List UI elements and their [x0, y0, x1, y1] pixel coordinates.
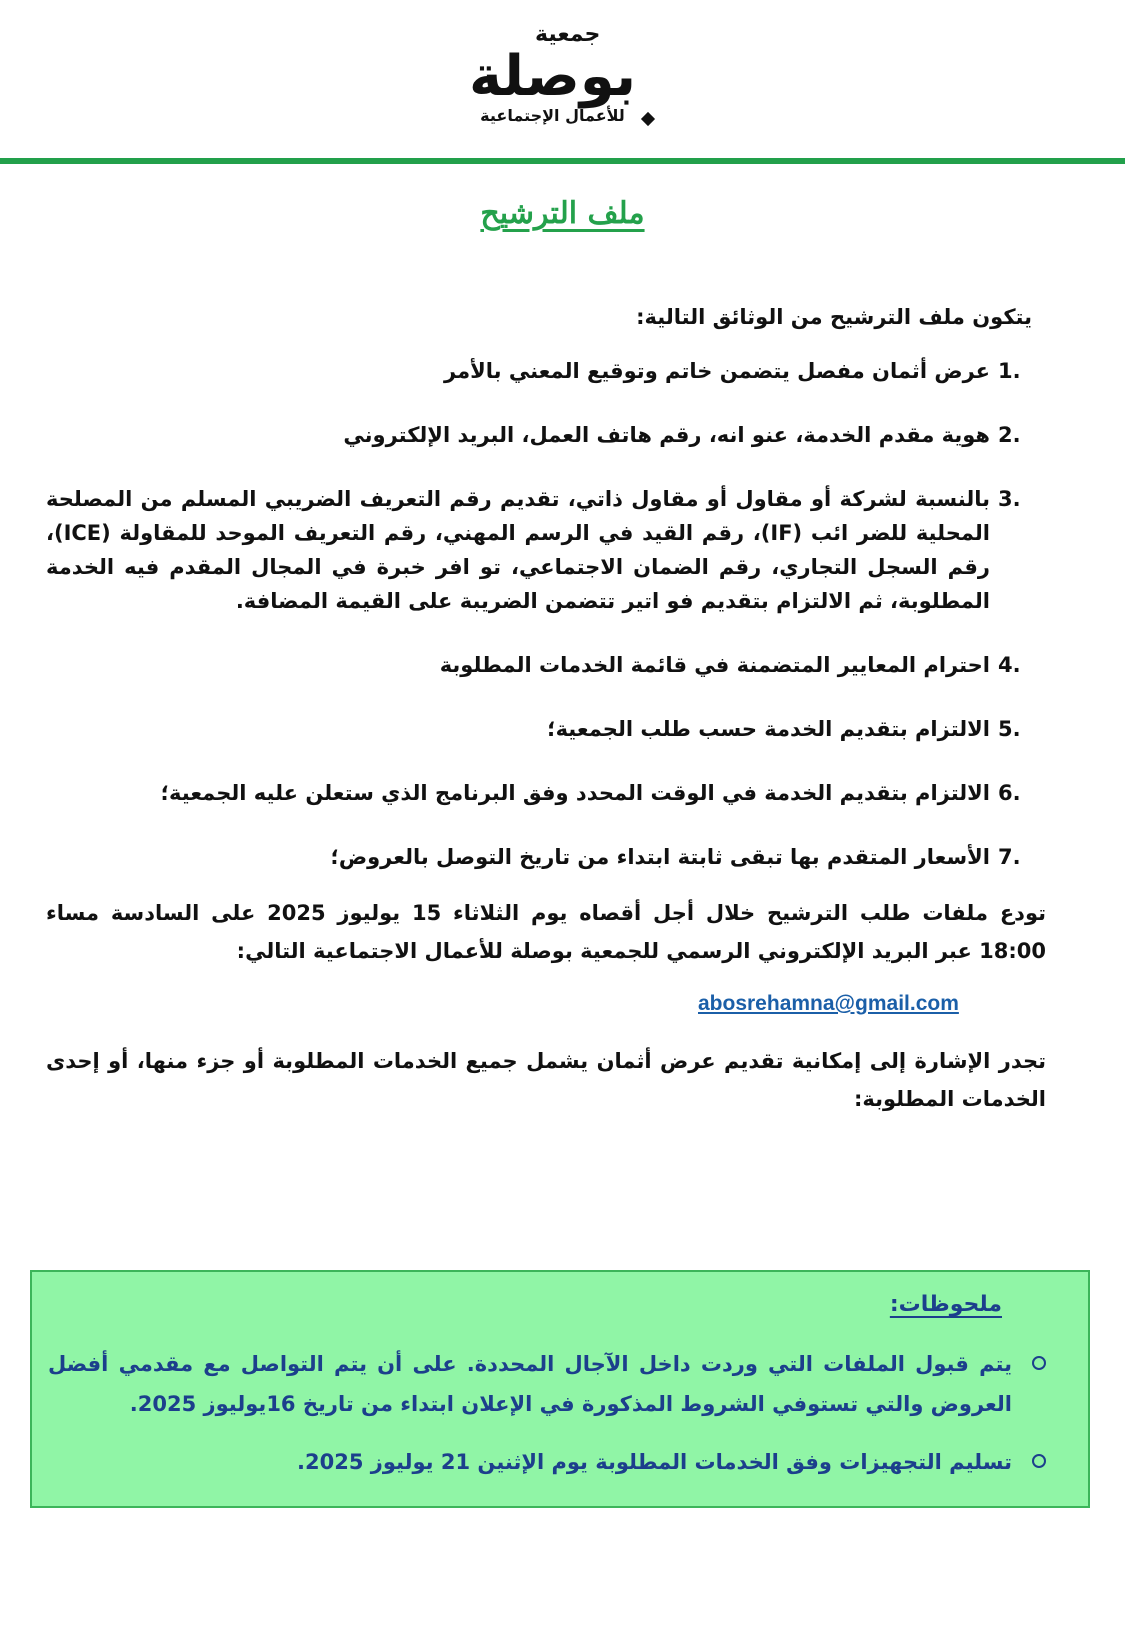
item-text: بالنسبة لشركة أو مقاول أو مقاول ذاتي، تقديم رقم التعريف الضريبي المسلم من المصلحة المحلية للضر ائب (IF)، رقم القيد في الرسم المهني، رقم التعريف الموحد للمقاولة (ICE)، رقم السجل التجاري، رقم الضمان الاجتماعي، تو افر خبرة في المجال المقدم فيه الخدمة المطلوبة، ثم الالتزام بتقديم فو اتير تتضمن الضريبة على القيمة المضافة. — [46, 487, 990, 613]
notes-title: ملحوظات: — [889, 1292, 1002, 1317]
note-item — [48, 1442, 1046, 1482]
list-item — [46, 776, 1046, 810]
item-text: الالتزام بتقديم الخدمة حسب طلب الجمعية؛ — [547, 717, 990, 741]
intro-text: يتكون ملف الترشيح من الوثائق التالية: — [636, 305, 1032, 329]
list-item — [46, 648, 1046, 682]
item-number: 1. — [998, 359, 1021, 383]
list-item — [46, 354, 1046, 388]
list-item — [46, 712, 1046, 746]
note-text: يتم قبول الملفات التي وردت داخل الآجال المحددة. على أن يتم التواصل مع مقدمي أفضل العروض والتي تستوفي الشروط المذكورة في الإعلان ابتداء من تاريخ 16يوليوز 2025. — [48, 1352, 1012, 1416]
item-number: 4. — [998, 653, 1021, 677]
circle-bullet-icon — [1032, 1356, 1046, 1370]
deposit-paragraph: تودع ملفات طلب الترشيح خلال أجل أقصاه يوم الثلاثاء 15 يوليوز 2025 على السادسة مساء 18:00 عبر البريد الإلكتروني الرسمي للجمعية بوصلة للأعمال الاجتماعية التالي: — [46, 901, 1046, 963]
list-item — [46, 418, 1046, 452]
notes-list — [48, 1344, 1046, 1500]
item-number: 5. — [998, 717, 1021, 741]
notes-box — [30, 1270, 1090, 1508]
item-text: الأسعار المتقدم بها تبقى ثابتة ابتداء من تاريخ التوصل بالعروض؛ — [330, 845, 990, 869]
list-item — [46, 482, 1046, 618]
list-item — [46, 840, 1046, 874]
note-item — [48, 1344, 1046, 1424]
item-text: الالتزام بتقديم الخدمة في الوقت المحدد وفق البرنامج الذي ستعلن عليه الجمعية؛ — [160, 781, 990, 805]
documents-list — [46, 354, 1046, 874]
page-title-text: ملف الترشيح — [480, 196, 645, 231]
note-text: تسليم التجهيزات وفق الخدمات المطلوبة يوم الإثنين 21 يوليوز 2025. — [297, 1450, 1012, 1474]
offer-note-paragraph: تجدر الإشارة إلى إمكانية تقديم عرض أثمان يشمل جميع الخدمات المطلوبة أو جزء منها، أو إحدى الخدمات المطلوبة: — [46, 1049, 1046, 1111]
circle-bullet-icon — [1032, 1454, 1046, 1468]
item-text: عرض أثمان مفصل يتضمن خاتم وتوقيع المعني بالأمر — [444, 359, 990, 383]
header-divider — [0, 158, 1125, 164]
item-number: 6. — [998, 781, 1021, 805]
document-body — [46, 300, 1046, 1140]
logo-subtitle: للأعمال الإجتماعية — [480, 106, 625, 125]
item-number: 7. — [998, 845, 1021, 869]
logo-main-word: بوصلة — [468, 44, 637, 109]
association-logo — [440, 22, 665, 140]
item-text: احترام المعايير المتضمنة في قائمة الخدمات المطلوبة — [439, 653, 990, 677]
item-number: 2. — [998, 423, 1021, 447]
item-text: هوية مقدم الخدمة، عنو انه، رقم هاتف العمل، البريد الإلكتروني — [343, 423, 990, 447]
contact-email-link[interactable]: abosrehamna@gmail.com — [698, 992, 959, 1015]
item-number: 3. — [998, 487, 1021, 511]
page-title — [0, 196, 1125, 231]
logo-top-word: جمعية — [535, 22, 601, 47]
